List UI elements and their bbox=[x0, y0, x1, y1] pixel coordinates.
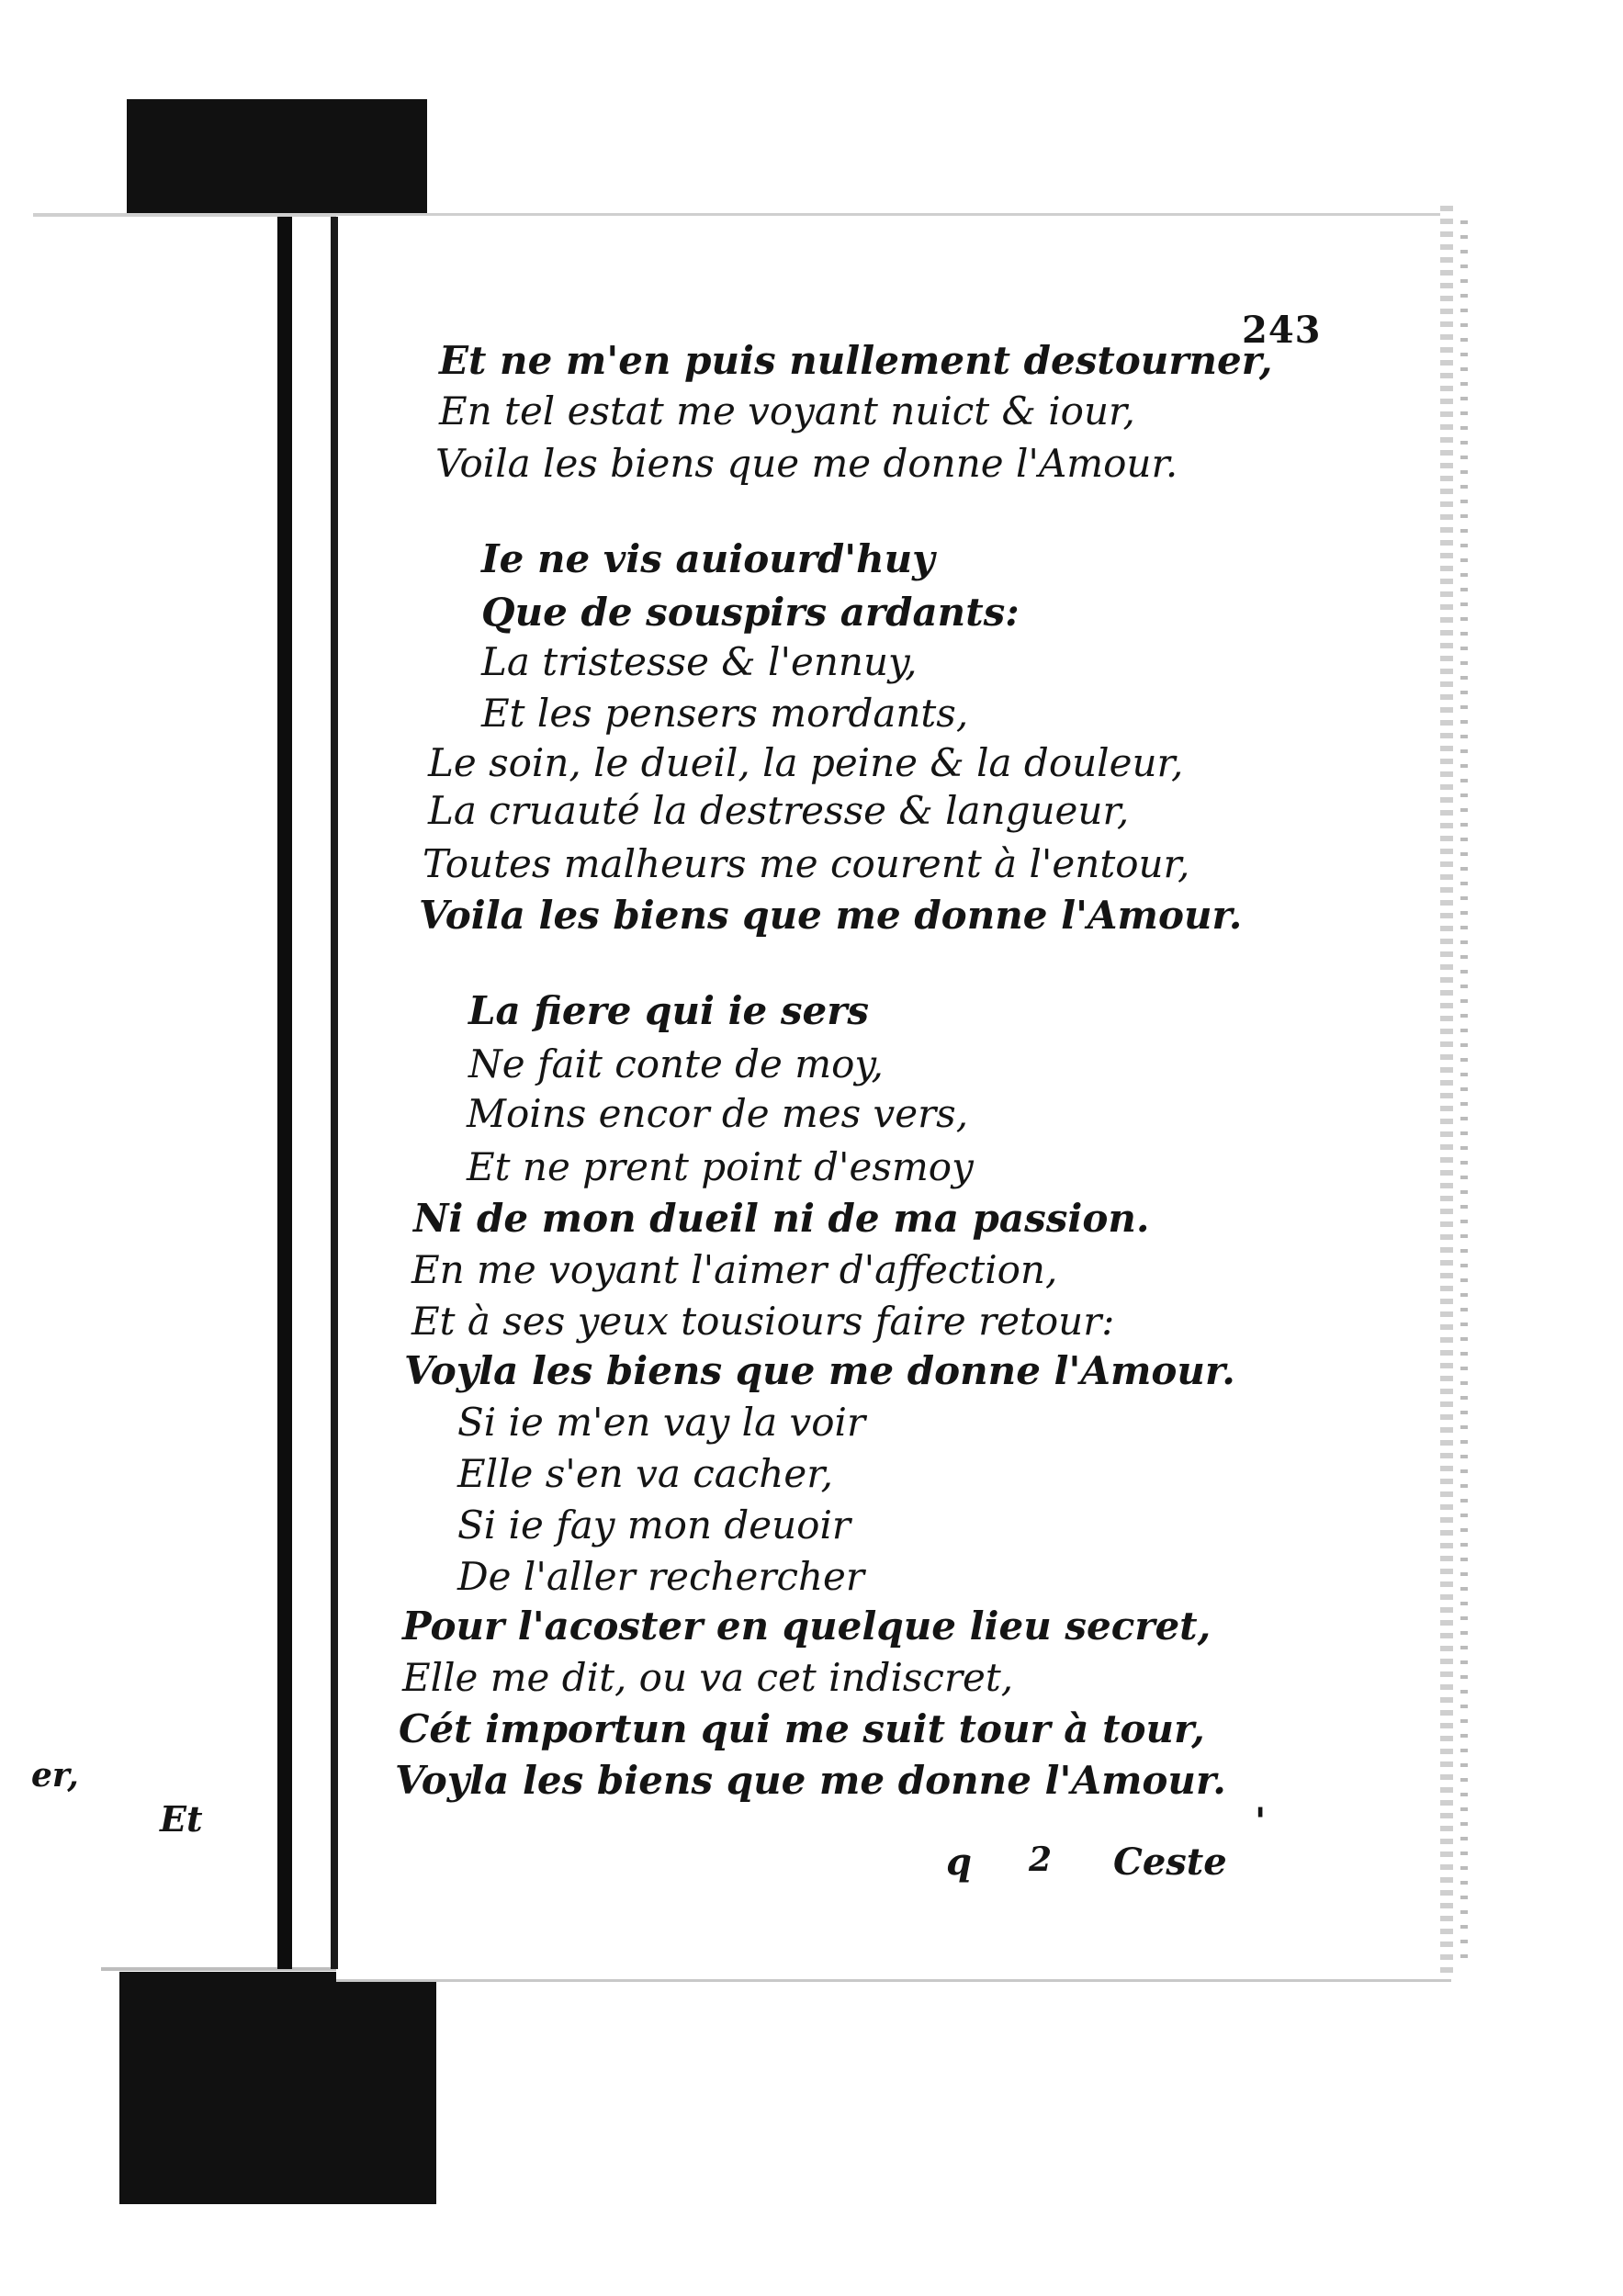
verse-line: Et ne m'en puis nullement destourner, bbox=[439, 338, 1273, 383]
verse-line: Voila les biens que me donne l'Amour. bbox=[435, 441, 1178, 486]
verse-line: Si ie fay mon deuoir bbox=[457, 1503, 851, 1548]
verse-line: Ni de mon dueil ni de ma passion. bbox=[413, 1196, 1150, 1241]
scanner-bed-top bbox=[127, 99, 427, 217]
verse-line: Pour l'acoster en quelque lieu secret, bbox=[402, 1604, 1212, 1649]
left-page-edge-bottom bbox=[101, 1967, 340, 1971]
verse-line: Que de souspirs ardants: bbox=[481, 590, 1020, 635]
page-fore-edge bbox=[1440, 206, 1453, 1978]
left-page-catchword: Et bbox=[160, 1798, 203, 1840]
verse-line: Le soin, le dueil, la peine & la douleur, bbox=[428, 740, 1184, 785]
verse-line: Elle s'en va cacher, bbox=[457, 1451, 834, 1496]
verse-line: Voila les biens que me donne l'Amour. bbox=[419, 893, 1243, 938]
verse-line: En tel estat me voyant nuict & iour, bbox=[439, 388, 1135, 433]
catchword: Ceste bbox=[1113, 1840, 1227, 1884]
verse-line: Voyla les biens que me donne l'Amour. bbox=[395, 1758, 1226, 1803]
verse-line: Elle me dit, ou va cet indiscret, bbox=[402, 1655, 1014, 1700]
verse-line: La tristesse & l'ennuy, bbox=[481, 639, 918, 684]
verse-line: La fiere qui ie sers bbox=[468, 988, 870, 1033]
verse-line: Ie ne vis auiourd'huy bbox=[481, 536, 935, 581]
verse-line: Et à ses yeux tousiours faire retour: bbox=[411, 1299, 1115, 1344]
left-page-edge-top bbox=[33, 213, 345, 217]
verse-line: De l'aller rechercher bbox=[457, 1554, 864, 1599]
page-fore-edge-outer bbox=[1460, 220, 1468, 1965]
signature-number: 2 bbox=[1029, 1840, 1053, 1879]
verse-line: Moins encor de mes vers, bbox=[467, 1091, 969, 1136]
left-page-word-fragment: er, bbox=[31, 1756, 79, 1795]
verse-line: Cét importun qui me suit tour à tour, bbox=[399, 1706, 1205, 1751]
verse-line: La cruauté la destresse & langueur, bbox=[428, 788, 1130, 833]
page-number: 243 bbox=[1242, 309, 1322, 352]
book-gutter bbox=[277, 217, 292, 1969]
verse-line: Toutes malheurs me courent à l'entour, bbox=[423, 841, 1190, 886]
book-gutter-shadow bbox=[331, 217, 338, 1969]
verse-line: Ne fait conte de moy, bbox=[468, 1041, 884, 1086]
stray-ink-mark: ' bbox=[1255, 1800, 1267, 1843]
verse-line: Si ie m'en vay la voir bbox=[457, 1400, 866, 1445]
verse-line: Et ne prent point d'esmoy bbox=[467, 1144, 974, 1189]
signature-mark: q bbox=[946, 1840, 972, 1884]
verse-line: En me voyant l'aimer d'affection, bbox=[411, 1247, 1058, 1292]
verse-line: Voyla les biens que me donne l'Amour. bbox=[404, 1348, 1235, 1393]
scanner-bed-bottom bbox=[119, 1965, 436, 2204]
left-page bbox=[33, 213, 345, 1972]
verse-line: Et les pensers mordants, bbox=[481, 691, 969, 736]
